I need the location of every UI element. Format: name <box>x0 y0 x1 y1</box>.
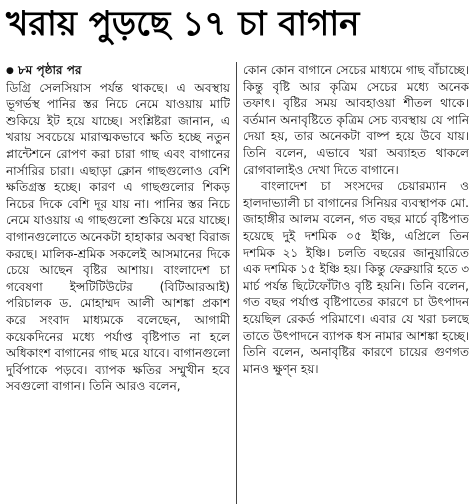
right-column <box>243 62 469 504</box>
bullet-icon: ● <box>6 66 14 76</box>
continued-line <box>6 62 230 80</box>
column-divider <box>236 62 237 504</box>
right-paragraph-2: বাংলাদেশ চা সংসদের চেয়ারম্যান ও হালদাভ্যালী চা বাগানের সিনিয়র ব্যবস্থাপক মো. জাহাঙ্গীর আলম বলেন, গত বছর মার্চে বৃষ্টিপাত হয়েছে দুই দশমিক ০৫ ইঞ্চি, এপ্রিলে তিন দশমিক ২১ ইঞ্চি। চলতি বছরের জানুয়ারিতে এক দশমিক ১৫ ইঞ্চি হয়। কিন্তু ফেব্রুয়ারি হতে ৩ মার্চ পর্যন্ত ছিটেফোঁটাও বৃষ্টি হয়নি। তিনি বলেন, গত বছর পর্যাপ্ত বৃষ্টিপাতের কারণে চা উৎপাদন হয়েছিল রেকর্ড পরিমাণে। এবার যে খরা চলছে তাতে উৎপাদনে ব্যাপক ধস নামার আশঙ্কা হচ্ছে। তিনি বলেন, অনাবৃষ্টির কারণে চায়ের গুণগত মানও ক্ষুণ্ন হয়। <box>243 179 469 376</box>
article-body <box>0 62 474 504</box>
right-paragraph-1: কোন কোন বাগানে সেচের মাধ্যমে গাছ বাঁচাচ্ছে। কিন্তু বৃষ্টি আর কৃত্রিম সেচের মধ্যে অনেক তফাৎ। বৃষ্টির সময় আবহাওয়া শীতল থাকে। বর্তমান অনাবৃষ্টিতে কৃত্রিম সেচ ব্যবস্থায় যে পানি দেয়া হয়, তার অনেকটা বাষ্প হয়ে উবে যায়। তিনি বলেন, এভাবে খরা অব্যাহত থাকলে রোগবালাইও দেখা দিতে বাগানে। <box>243 63 469 177</box>
left-paragraph-1: ডিগ্রি সেলসিয়াস পর্যন্ত থাকছে। এ অবস্থায় ভূগর্ভস্থ পানির স্তর নিচে নেমে যাওয়ায় মাটি শুকিয়ে ইট হয়ে যাচ্ছে। সংশ্লিষ্টরা জানান, এ খরায় সবচেয়ে মারাত্মকভাবে ক্ষতি হচ্ছে নতুন প্লান্টেশনে রোপণ করা চারা গাছ এবং বাগানের নার্সারির চারা। এছাড়া ক্লোন গাছগুলোও বেশি ক্ষতিগ্রস্ত হচ্ছে। কারণ এ গাছগুলোর শিকড় নিচের দিকে বেশি দূর যায় না। পানির স্তর নিচে নেমে যাওয়ায় এ গাছগুলো শুকিয়ে মরে যাচ্ছে। বাগানগুলোতে অনেকটা হাহাকার অবস্থা বিরাজ করছে। মালিক-শ্রমিক সকলেই আসমানের দিকে চেয়ে আছেন বৃষ্টির আশায়। বাংলাদেশ চা গবেষণা ইন্সটিটিউটের (বিটিআরআই) পরিচালক ড. মোহাম্মদ আলী আশঙ্কা প্রকাশ করে সংবাদ মাধ্যমকে বলেছেন, আগামী কয়েকদিনের মধ্যে পর্যাপ্ত বৃষ্টিপাত না হলে অধিকাংশ বাগানের গাছ মরে যাবে। বাগানগুলো দুর্বিপাকে পড়বে। ব্যাপক ক্ষতির সম্মুখীন হবে সবগুলো বাগান। তিনি আরও বলেন, <box>6 80 230 394</box>
continued-from-label: ৮ম পৃষ্ঠার পর <box>17 63 82 77</box>
left-column <box>6 62 230 504</box>
headline: খরায় পুড়ছে ১৭ চা বাগান <box>6 3 360 44</box>
